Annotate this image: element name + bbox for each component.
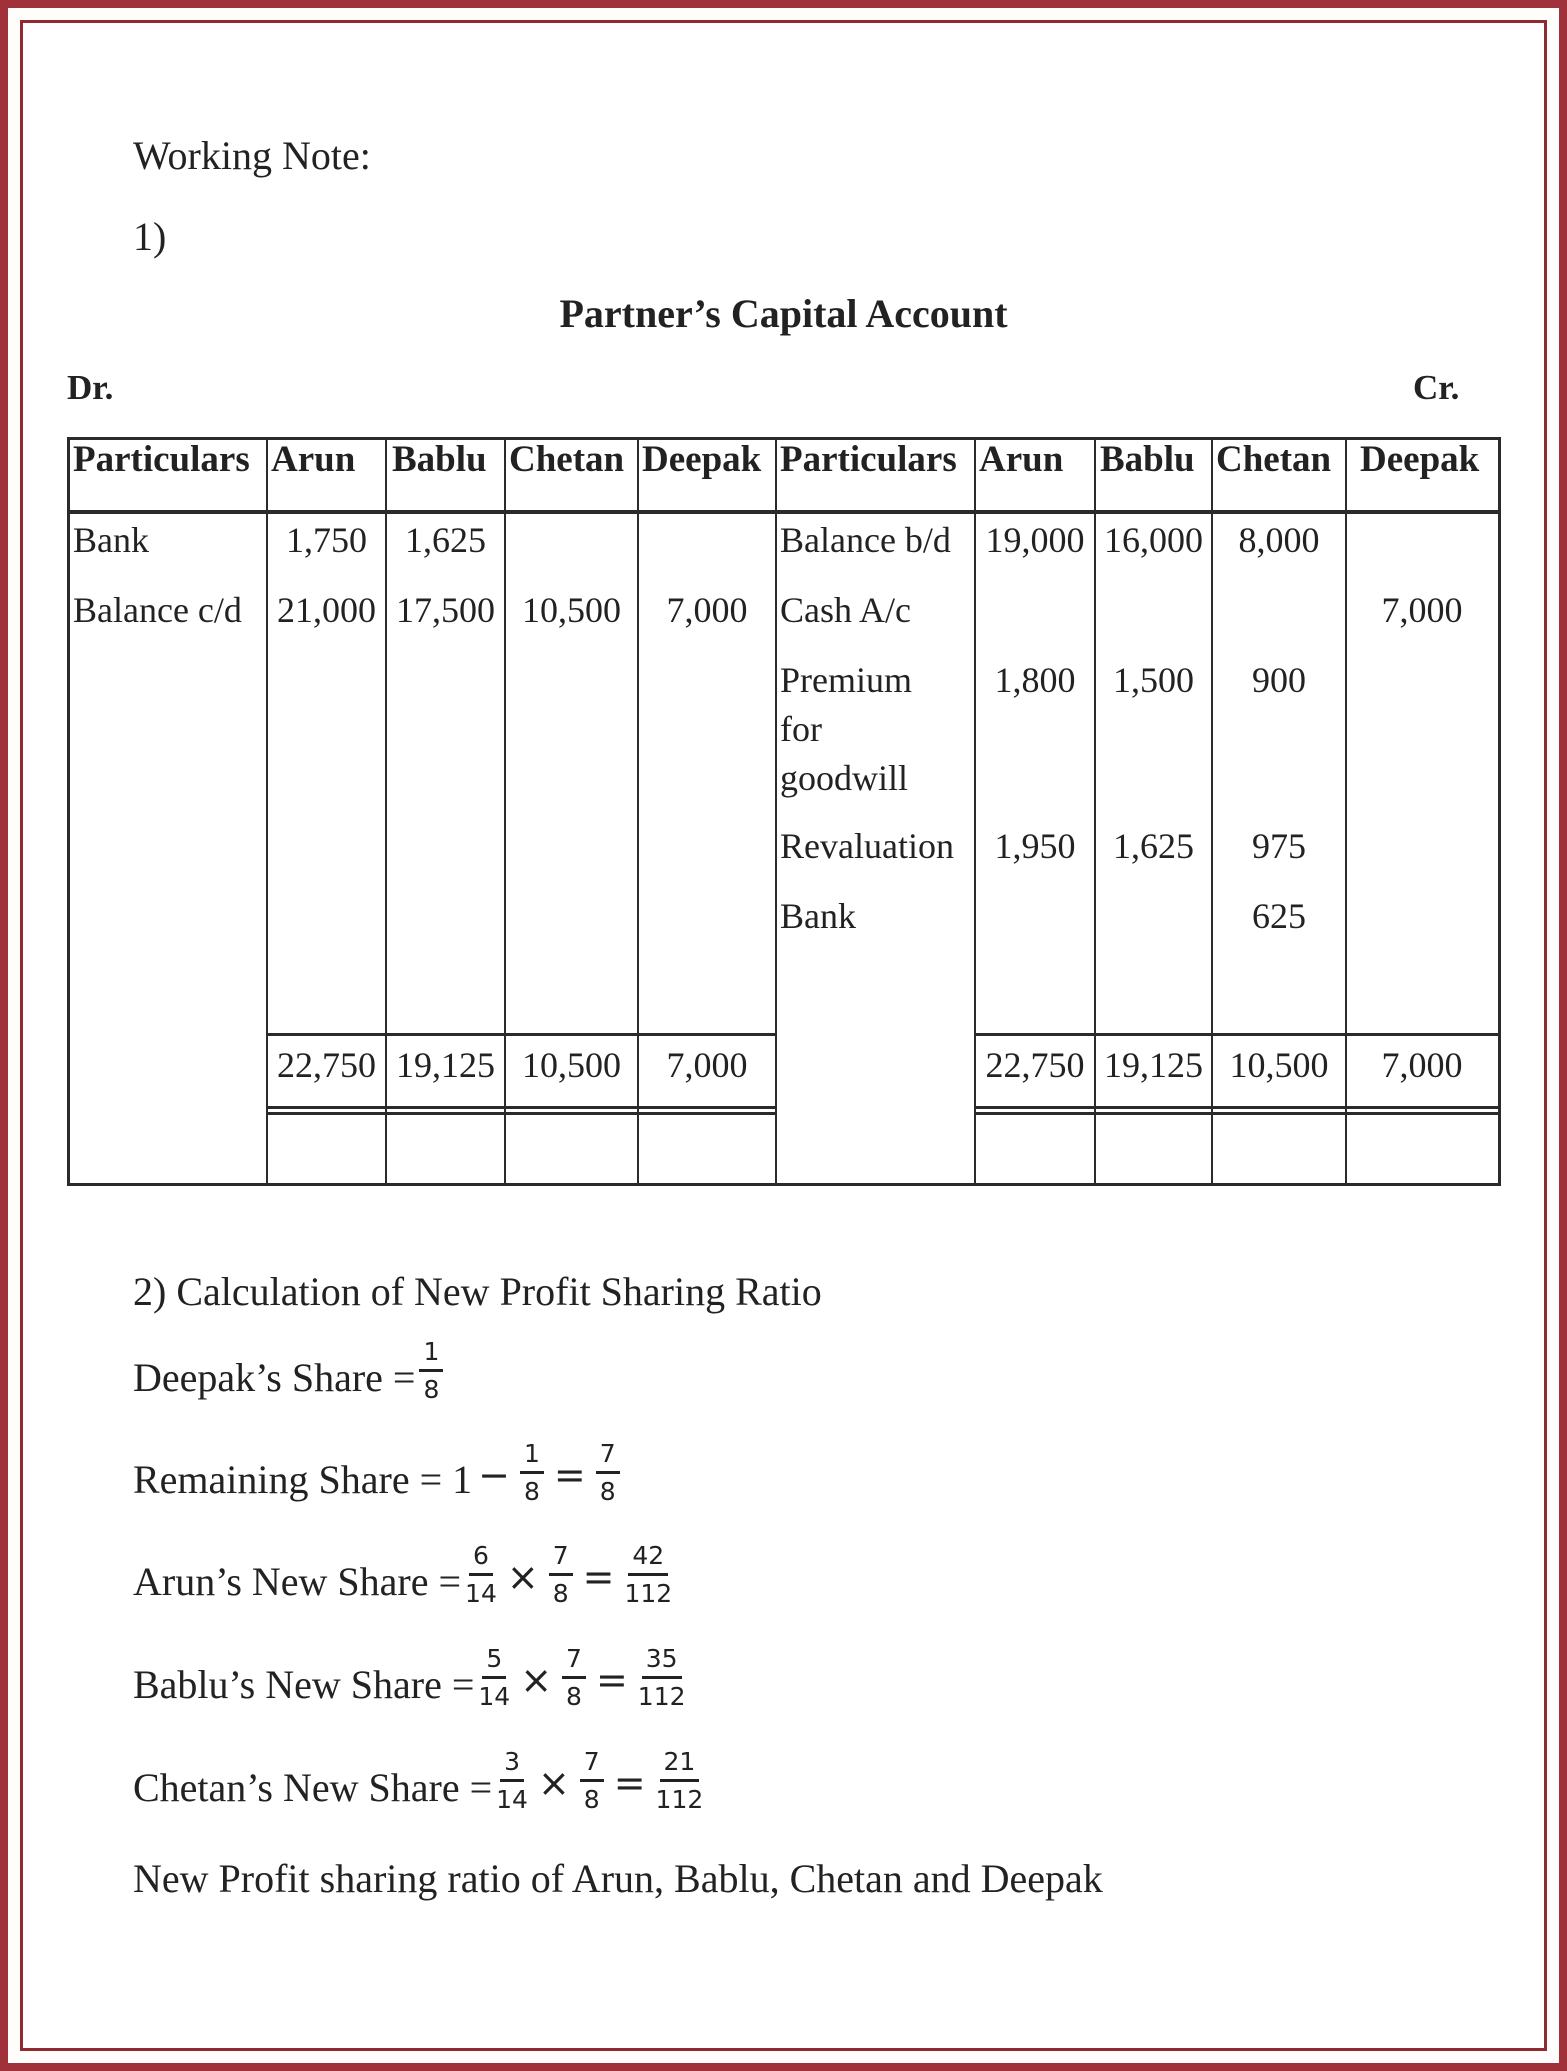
credit-chetan: 975 bbox=[1252, 826, 1306, 866]
remaining-share-line: Remaining Share = 1 − $\frac{1}{8}$ = $\frac{7}{8}$ bbox=[133, 1447, 624, 1511]
credit-bablu: 16,000 bbox=[1104, 520, 1203, 560]
credit-total-bablu: 19,125 bbox=[1104, 1045, 1203, 1085]
debit-total-line bbox=[266, 1033, 777, 1036]
credit-double-line-1 bbox=[974, 1106, 1498, 1109]
debit-label: Dr. bbox=[67, 368, 114, 407]
credit-particulars: Premium for goodwill bbox=[780, 660, 912, 798]
credit-arun: 19,000 bbox=[985, 520, 1085, 560]
arun-share-line: Arun’s New Share = $\frac{6}{14}$ × $\frac{7}{8}$ = $\frac{42}{112}$ bbox=[133, 1541, 673, 1608]
header-divider bbox=[70, 510, 1498, 514]
header-particulars-cr: Particulars bbox=[780, 439, 957, 480]
debit-total-deepak: 7,000 bbox=[666, 1045, 748, 1085]
credit-total-line bbox=[974, 1033, 1498, 1036]
header-deepak-dr: Deepak bbox=[642, 439, 762, 480]
credit-deepak: 7,000 bbox=[1381, 590, 1463, 630]
credit-particulars: Revaluation bbox=[780, 826, 954, 866]
credit-particulars: Bank bbox=[780, 896, 856, 936]
item-1-label: 1) bbox=[133, 214, 167, 259]
credit-total-deepak: 7,000 bbox=[1381, 1045, 1463, 1085]
debit-particulars: Balance c/d bbox=[73, 590, 242, 630]
header-particulars-dr: Particulars bbox=[73, 439, 250, 480]
debit-deepak: 7,000 bbox=[666, 590, 748, 630]
credit-chetan: 900 bbox=[1252, 660, 1306, 700]
arun-share-label: Arun’s New Share = bbox=[133, 1558, 462, 1604]
deepak-share-label: Deepak’s Share = bbox=[133, 1354, 416, 1400]
credit-particulars: Balance b/d bbox=[780, 520, 951, 560]
chetan-share-label: Chetan’s New Share = bbox=[133, 1764, 493, 1810]
deepak-share-line bbox=[133, 1337, 447, 1409]
credit-bablu: 1,500 bbox=[1113, 660, 1194, 700]
header-deepak-cr: Deepak bbox=[1360, 439, 1480, 480]
header-bablu-dr: Bablu bbox=[392, 439, 487, 480]
ratio-calc-heading: 2) Calculation of New Profit Sharing Ratio bbox=[133, 1269, 822, 1314]
header-chetan-cr: Chetan bbox=[1216, 439, 1332, 480]
header-arun-cr: Arun bbox=[979, 439, 1064, 480]
credit-chetan: 8,000 bbox=[1238, 520, 1320, 560]
debit-total-arun: 22,750 bbox=[277, 1045, 376, 1085]
debit-arun: 1,750 bbox=[286, 520, 367, 560]
chetan-share-line: Chetan’s New Share = $\frac{3}{14}$ × $\frac{7}{8}$ = $\frac{21}{112}$ bbox=[133, 1747, 704, 1814]
header-arun-dr: Arun bbox=[271, 439, 356, 480]
debit-double-line-1 bbox=[266, 1106, 777, 1109]
capital-account-table bbox=[67, 437, 1501, 1186]
conclusion-text: New Profit sharing ratio of Arun, Bablu, Chetan and Deepak bbox=[133, 1856, 1103, 1901]
working-note-heading: Working Note: bbox=[133, 133, 371, 178]
debit-total-chetan: 10,500 bbox=[522, 1045, 621, 1085]
credit-particulars: Cash A/c bbox=[780, 590, 911, 630]
deepak-share-fraction: $\frac{1}{8}$ bbox=[419, 1339, 443, 1403]
credit-bablu: 1,625 bbox=[1113, 826, 1194, 866]
debit-double-line-2 bbox=[266, 1112, 777, 1115]
credit-total-chetan: 10,500 bbox=[1229, 1045, 1329, 1085]
credit-arun: 1,800 bbox=[994, 660, 1076, 700]
bablu-share-label: Bablu’s New Share = bbox=[133, 1661, 475, 1707]
debit-arun: 21,000 bbox=[277, 590, 376, 630]
debit-bablu: 1,625 bbox=[405, 520, 486, 560]
account-title: Partner’s Capital Account bbox=[559, 291, 1008, 336]
credit-arun: 1,950 bbox=[994, 826, 1076, 866]
credit-label: Cr. bbox=[1413, 368, 1460, 407]
remaining-share-label: Remaining Share = 1 bbox=[133, 1456, 473, 1502]
header-bablu-cr: Bablu bbox=[1100, 439, 1195, 480]
debit-total-bablu: 19,125 bbox=[396, 1045, 495, 1085]
debit-particulars: Bank bbox=[73, 520, 149, 560]
credit-double-line-2 bbox=[974, 1112, 1498, 1115]
debit-bablu: 17,500 bbox=[396, 590, 495, 630]
debit-chetan: 10,500 bbox=[522, 590, 621, 630]
credit-chetan: 625 bbox=[1252, 896, 1306, 936]
col-divider bbox=[775, 440, 777, 1183]
header-chetan-dr: Chetan bbox=[509, 439, 625, 480]
bablu-share-line: Bablu’s New Share = $\frac{5}{14}$ × $\frac{7}{8}$ = $\frac{35}{112}$ bbox=[133, 1644, 686, 1711]
credit-total-arun: 22,750 bbox=[985, 1045, 1085, 1085]
